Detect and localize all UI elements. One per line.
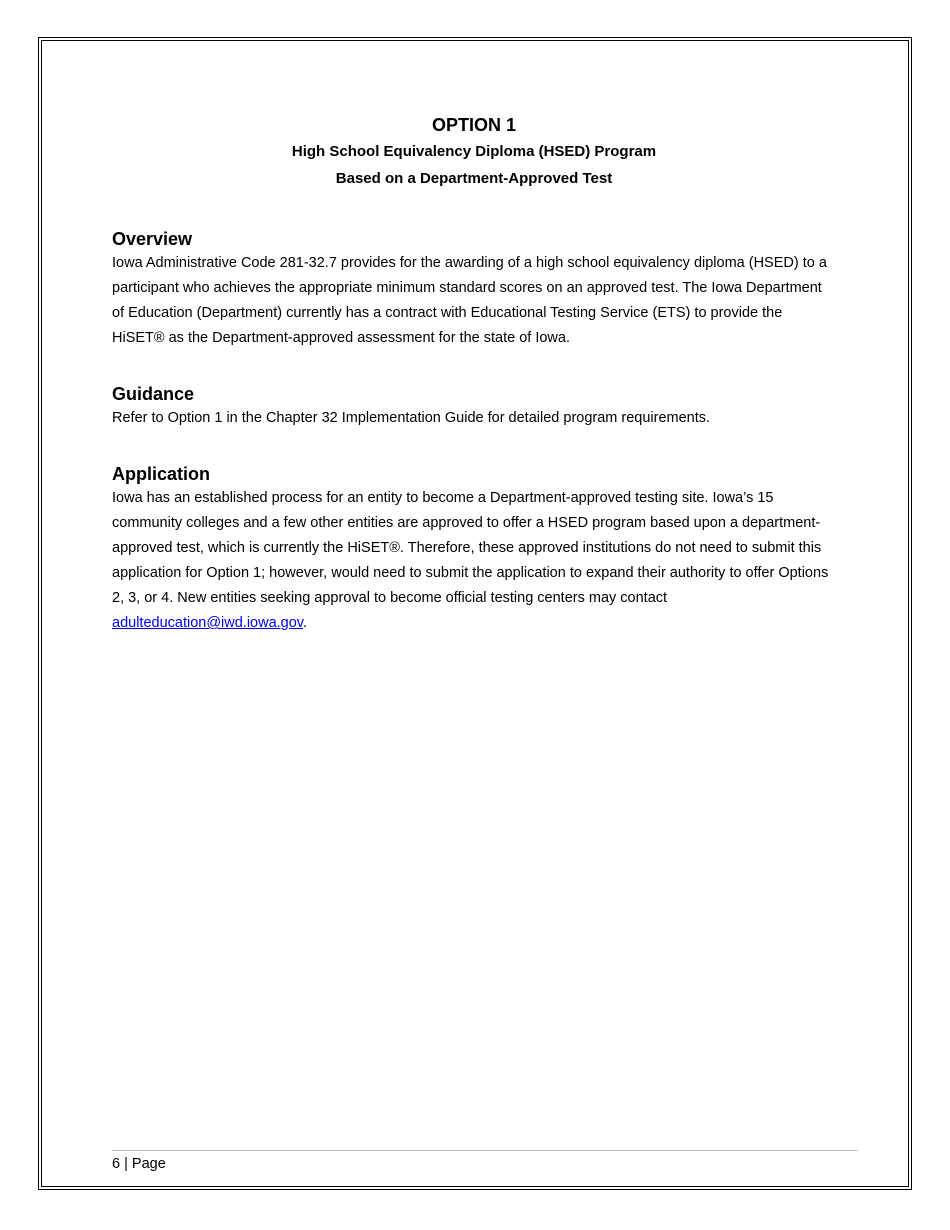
overview-heading: Overview [112, 229, 193, 249]
subtitle-line-2: Based on a Department-Approved Test [335, 170, 613, 187]
application-text: Iowa has an established process for an entity to become a Department-approved testing site. Iowa’s 15 community colleges and a few other entities are approved to offer a HSED program based upon a department-approved test, which is currently the HiSET®. Therefore, these approved institutions do not need to submit this application for Option 1; however, would need to submit the application to expand their authority to offer Options 2, 3, or 4. New entities seeking approval to become official testing centers may contact [112, 490, 829, 606]
overview-section [112, 227, 836, 351]
guidance-paragraph: Refer to Option 1 in the Chapter 32 Implementation Guide for detailed program requirements. [112, 410, 711, 426]
page-number: 6 [112, 1156, 121, 1172]
option-title: OPTION 1 [431, 115, 516, 135]
guidance-section [112, 382, 836, 431]
application-heading: Application [112, 464, 210, 484]
guidance-heading: Guidance [112, 384, 195, 404]
page-separator: | [124, 1156, 128, 1172]
application-section [112, 462, 836, 636]
overview-paragraph: Iowa Administrative Code 281-32.7 provides for the awarding of a high school equivalency diploma (HSED) to a participant who achieves the appropriate minimum standard scores on an approved test. The Iowa Department of Education (Department) currently has a contract with Educational Testing Service (ETS) to provide the HiSET® as the Department-approved assessment for the state of Iowa. [112, 255, 827, 346]
contact-email-link[interactable]: adulteducation@iwd.iowa.gov [112, 615, 303, 631]
document-body [112, 227, 836, 636]
application-text-end: . [303, 615, 308, 631]
page-footer [112, 1153, 166, 1175]
application-paragraph [112, 486, 836, 636]
footer-divider [112, 1150, 858, 1151]
page-label: Page [131, 1156, 166, 1172]
subtitle-line-1: High School Equivalency Diploma (HSED) Program [291, 143, 657, 160]
document-heading [112, 112, 836, 192]
